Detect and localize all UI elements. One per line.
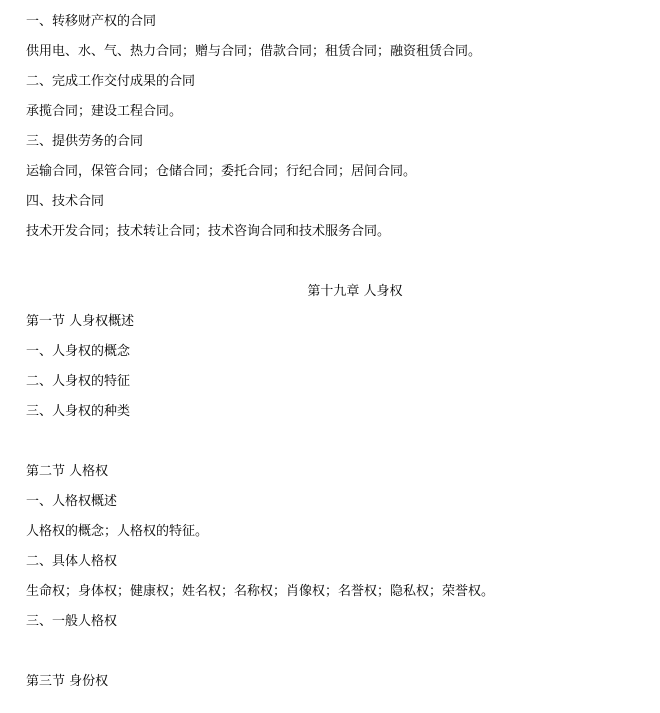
paragraph-overview: 人格权的概念；人格权的特征。: [26, 524, 209, 539]
heading-work-result-contracts: 二、完成工作交付成果的合同: [26, 74, 196, 89]
subheading-concept: 一、人身权的概念: [26, 344, 131, 359]
subheading-types: 三、人身权的种类: [26, 404, 131, 419]
heading-technology-contracts: 四、技术合同: [26, 194, 105, 209]
paragraph-service-list: 运输合同，保管合同；仓储合同；委托合同；行纪合同；居间合同。: [26, 164, 417, 179]
heading-property-transfer-contracts: 一、转移财产权的合同: [26, 14, 157, 29]
subheading-overview: 一、人格权概述: [26, 494, 118, 509]
paragraph-work-result-list: 承揽合同；建设工程合同。: [26, 104, 183, 119]
section-title-2: 第二节 人格权: [26, 464, 109, 479]
section-title-3: 第三节 身份权: [26, 674, 109, 689]
section-title-1: 第一节 人身权概述: [26, 314, 135, 329]
chapter-title: 第十九章 人身权: [307, 284, 403, 299]
paragraph-property-transfer-list: 供用电、水、气、热力合同；赠与合同；借款合同；租赁合同；融资租赁合同。: [26, 44, 482, 59]
paragraph-specific-rights: 生命权；身体权；健康权；姓名权；名称权；肖像权；名誉权；隐私权；荣誉权。: [26, 584, 495, 599]
subheading-specific-rights: 二、具体人格权: [26, 554, 118, 569]
subheading-features: 二、人身权的特征: [26, 374, 131, 389]
subheading-general-right: 三、一般人格权: [26, 614, 118, 629]
heading-service-contracts: 三、提供劳务的合同: [26, 134, 144, 149]
paragraph-technology-list: 技术开发合同；技术转让合同；技术咨询合同和技术服务合同。: [26, 224, 391, 239]
